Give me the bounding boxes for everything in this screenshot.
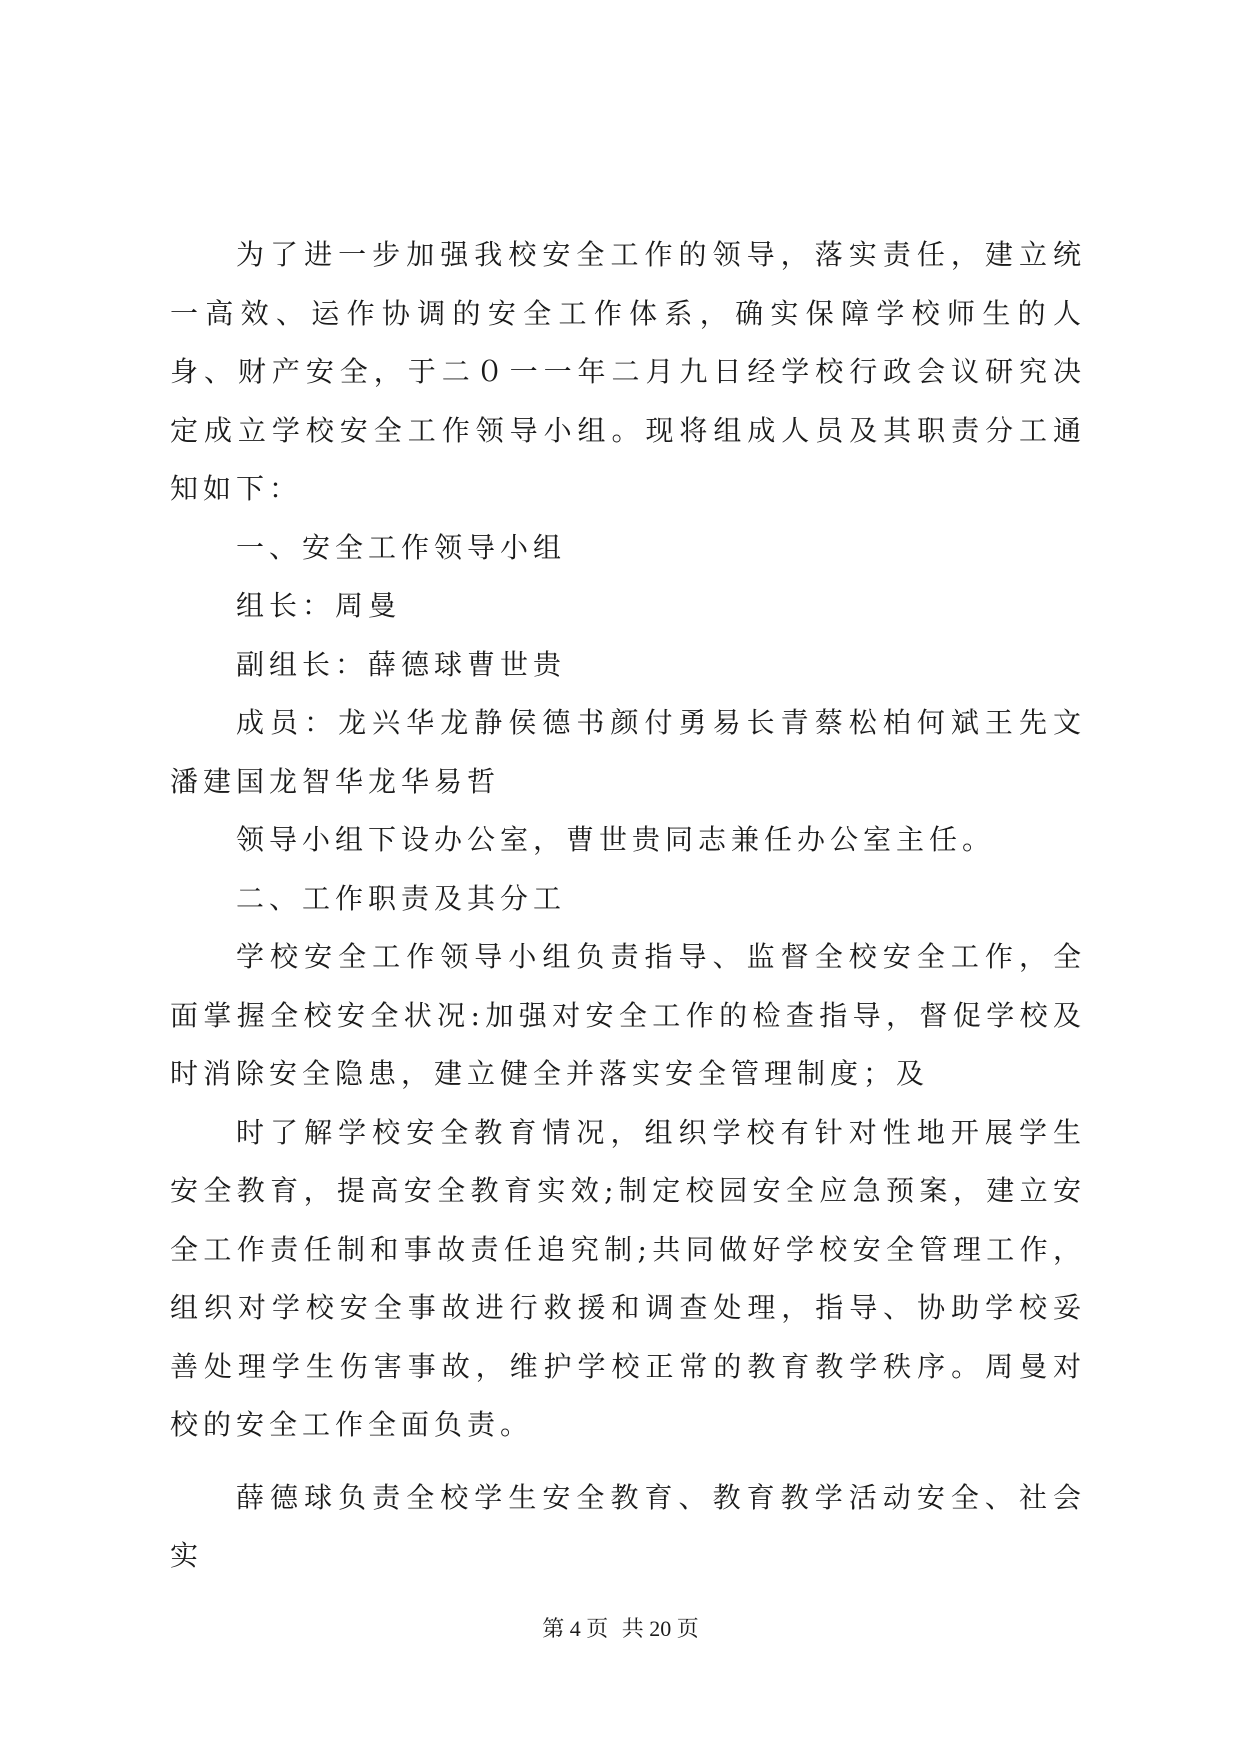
section-heading-responsibilities: 二、工作职责及其分工 — [236, 881, 567, 915]
deputy-leader-line: 副组长：薛德球曹世贵 — [236, 647, 567, 681]
paragraph-responsibilities-1: 学校安全工作领导小组负责指导、监督全校安全工作，全面掌握全校安全状况:加强对安全工作的检查指导，督促学校及时消除安全隐患，建立健全并落实安全管理制度；及 — [170, 940, 1086, 1090]
office-line: 领导小组下设办公室，曹世贵同志兼任办公室主任。 — [236, 823, 996, 856]
paragraph-responsibilities-2: 时了解学校安全教育情况，组织学校有针对性地开展学生安全教育，提高安全教育实效;制定校园安全应急预案，建立安全工作责任制和事故责任追究制;共同做好学校安全管理工作，组织对学校安全事故进行救援和调查处理，指导、协助学校妥善处理学生伤害事故，维护学校正常的教育教学秩序。周曼对校的安全工作全面负责。 — [170, 1115, 1086, 1441]
members-line: 成员：龙兴华龙静侯德书颜付勇易长青蔡松柏何斌王先文潘建国龙智华龙华易哲 — [170, 706, 1086, 798]
section-heading-leadership-group: 一、安全工作领导小组 — [236, 530, 567, 564]
page-footer — [0, 1612, 1241, 1643]
paragraph-responsibilities-3: 薛德球负责全校学生安全教育、教育教学活动安全、社会实 — [170, 1480, 1086, 1572]
page-number: 第 4 页 — [542, 1616, 609, 1641]
document-body — [170, 226, 1086, 1586]
group-leader-line: 组长：周曼 — [236, 589, 402, 622]
page-total: 共 20 页 — [621, 1616, 699, 1641]
paragraph-intro: 为了进一步加强我校安全工作的领导，落实责任，建立统一高效、运作协调的安全工作体系，确实保障学校师生的人身、财产安全，于二０一一年二月九日经学校行政会议研究决定成立学校安全工作领导小组。现将组成人员及其职责分工通知如下： — [170, 238, 1086, 505]
